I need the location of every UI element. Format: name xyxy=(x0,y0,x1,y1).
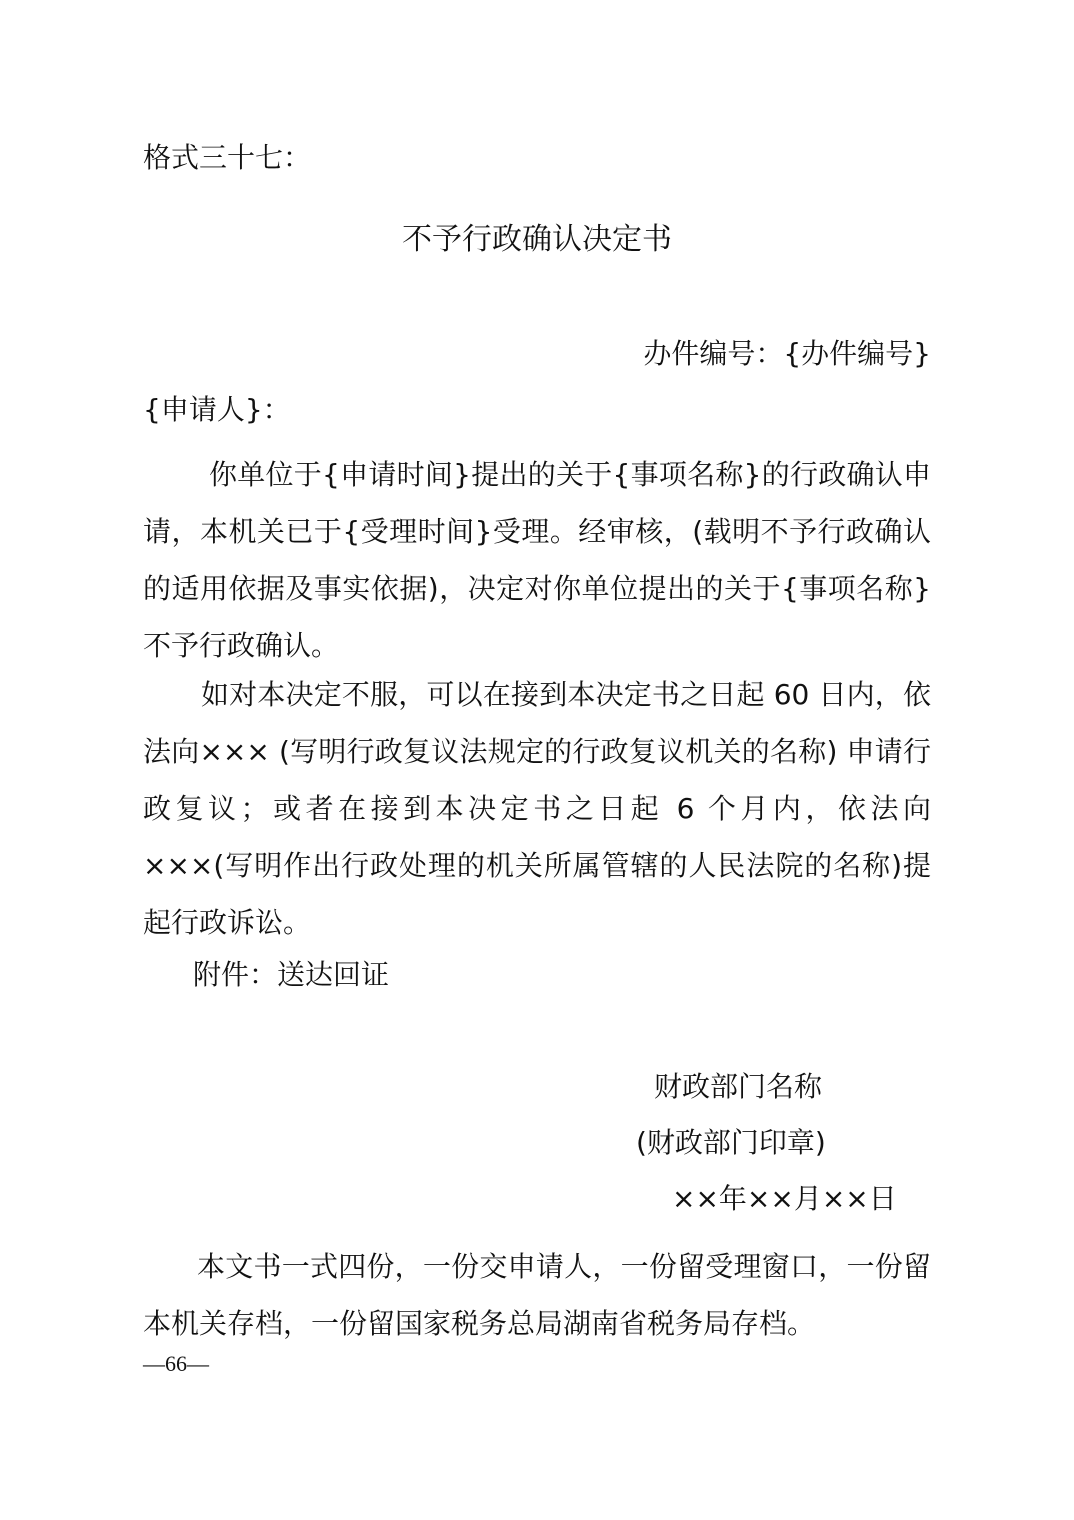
decision-paragraph: 你单位于{申请时间}提出的关于{事项名称}的行政确认申请，本机关已于{受理时间}受理。经审核，(载明不予行政确认的适用依据及事实依据)，决定对你单位提出的关于{事项名称}不予行政确认。 xyxy=(143,458,931,662)
signature-department: 财政部门名称 xyxy=(654,1070,823,1103)
case-number: 办件编号：{办件编号} xyxy=(643,337,931,370)
copies-note: 本文书一式四份，一份交申请人，一份留受理窗口，一份留本机关存档，一份留国家税务总局湖南省税务局存档。 xyxy=(143,1250,931,1340)
applicant-salutation: {申请人}： xyxy=(143,393,291,426)
signature-date: ××年××月××日 xyxy=(672,1182,897,1215)
appeal-paragraph: 如对本决定不服，可以在接到本决定书之日起 60 日内，依法向××× (写明行政复议法规定的行政复议机关的名称) 申请行政复议；或者在接到本决定书之日起 6 个月内，依法向×××(写明作出行政处理的机关所属管辖的人民法院的名称)提起行政诉讼。 xyxy=(143,678,931,939)
page-number: —66— xyxy=(143,1351,209,1376)
format-label: 格式三十七： xyxy=(143,141,312,174)
document-title: 不予行政确认决定书 xyxy=(402,222,672,257)
signature-seal: (财政部门印章) xyxy=(636,1126,826,1159)
attachment-line: 附件：送达回证 xyxy=(193,958,390,991)
